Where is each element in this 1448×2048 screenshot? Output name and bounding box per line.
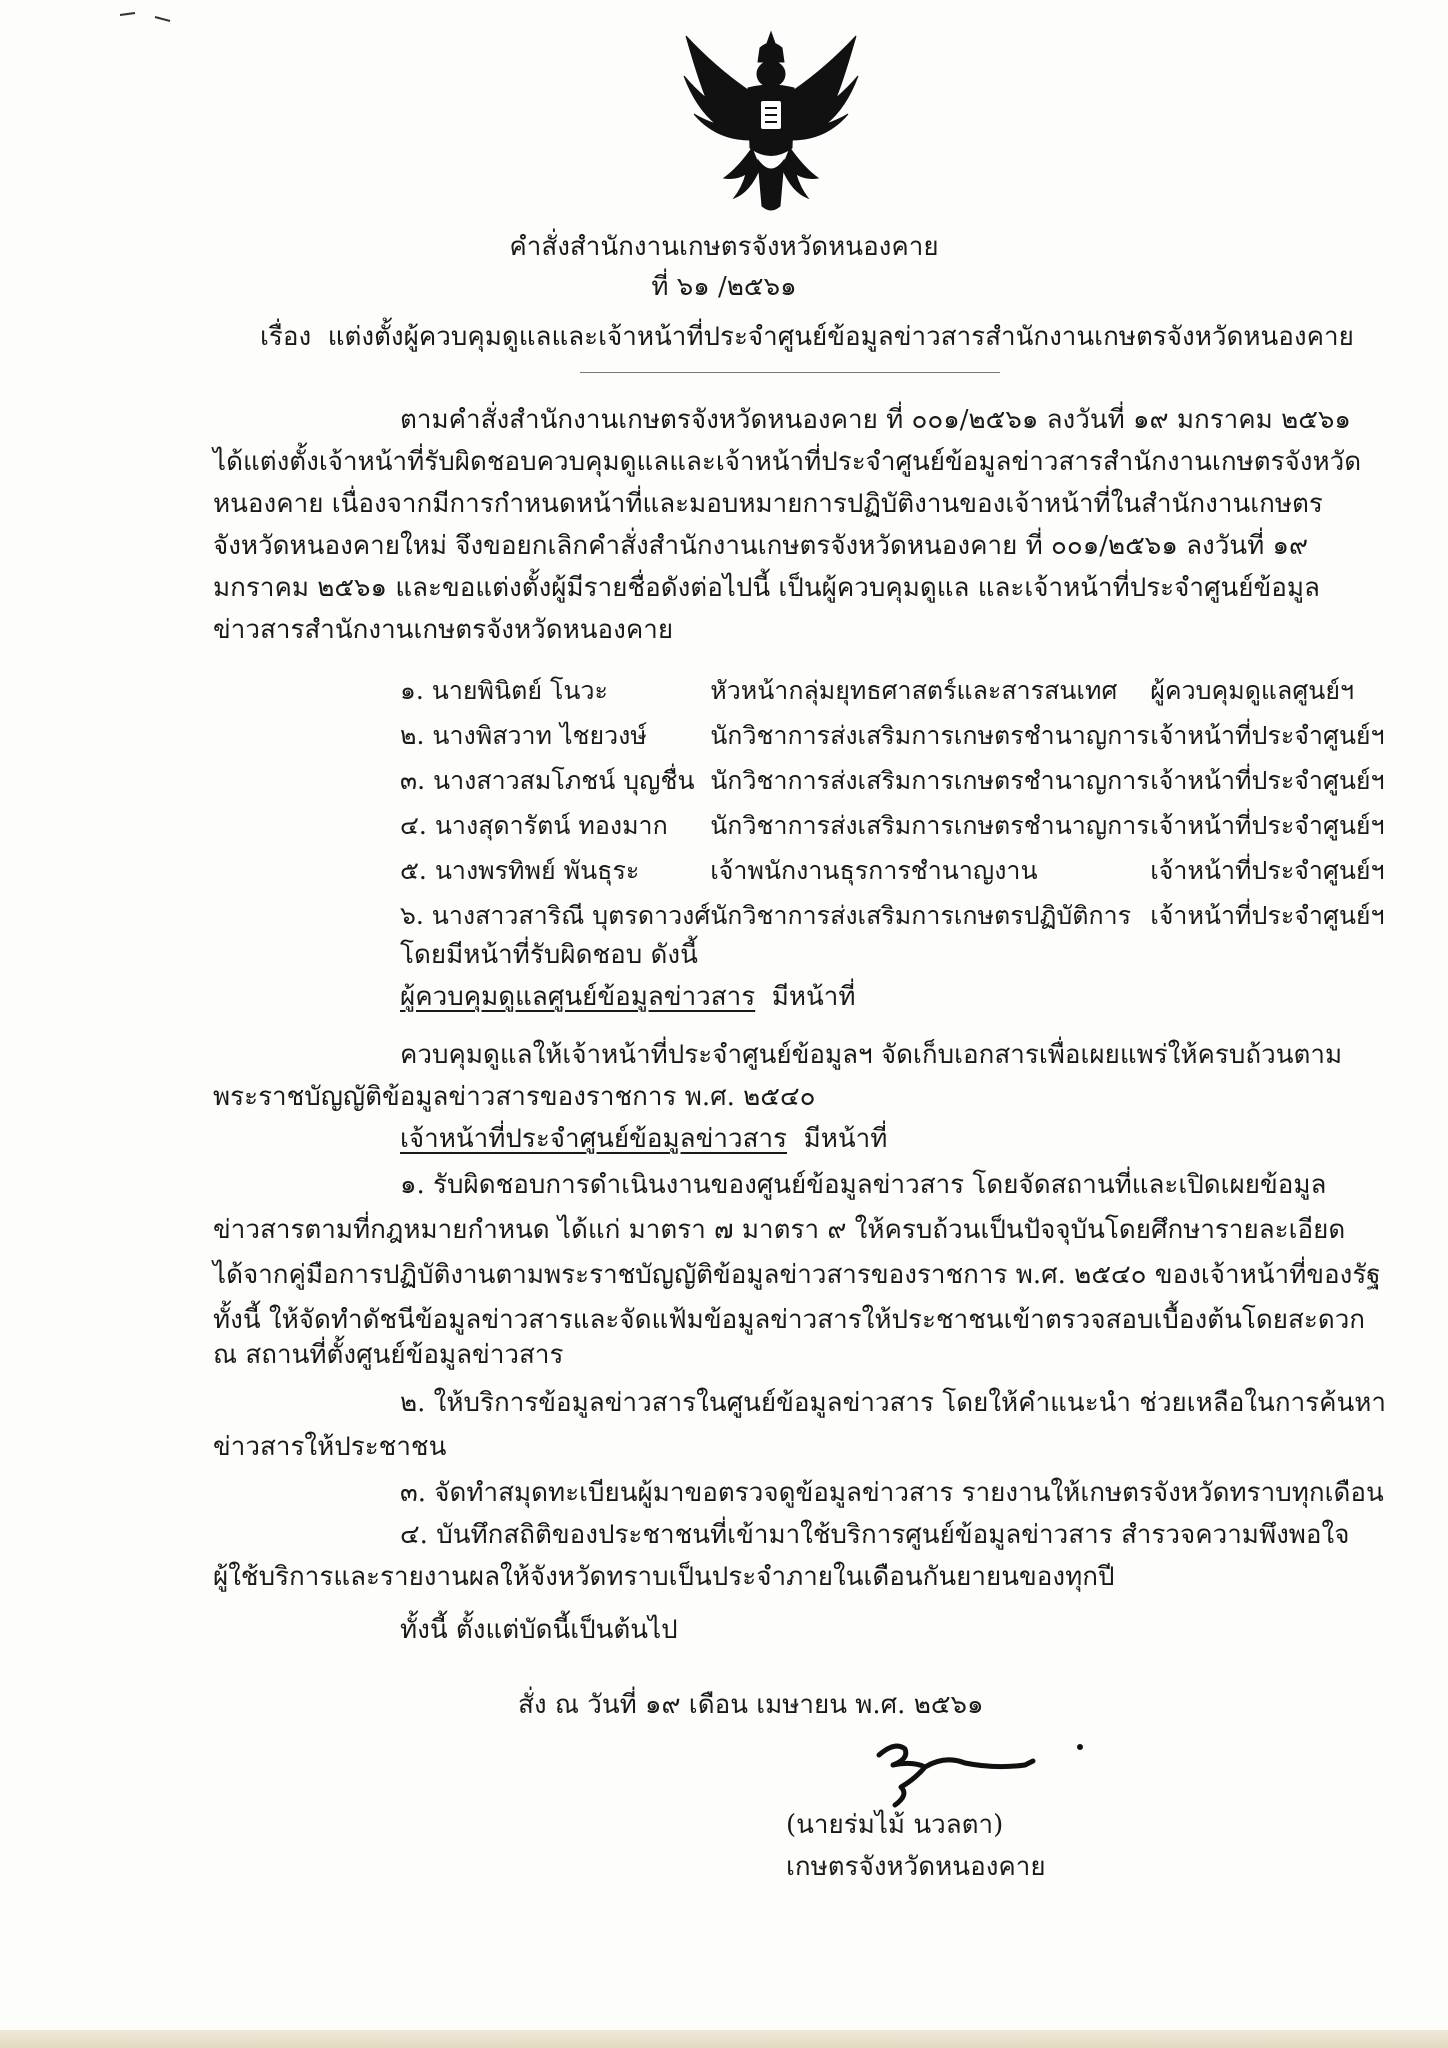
staff-name: ๑. นายพินิตย์ โนวะ: [400, 675, 608, 705]
duty-item-1-line-1: ๑. รับผิดชอบการดำเนินงานของศูนย์ข้อมูลข่าวสาร โดยจัดสถานที่และเปิดเผยข้อมูล: [400, 1170, 1327, 1200]
order-date: สั่ง ณ วันที่ ๑๙ เดือน เมษายน พ.ศ. ๒๕๖๑: [518, 1690, 984, 1720]
table-row: [400, 758, 1390, 803]
staff-suffix: มีหน้าที่: [803, 1124, 888, 1154]
staff-position: เจ้าพนักงานธุรการชำนาญงาน: [710, 855, 1038, 885]
intro-line-4: จังหวัดหนองคายใหม่ จึงขอยกเลิกคำสั่งสำนักงานเกษตรจังหวัดหนองคาย ที่ ๐๐๑/๒๕๖๑ ลงวันที่ ๑๙: [213, 531, 1309, 561]
signature-icon: [865, 1735, 1095, 1810]
subject-line: [260, 322, 1354, 352]
duties-intro: โดยมีหน้าที่รับผิดชอบ ดังนี้: [400, 940, 698, 970]
duty-item-1-line-2: ข่าวสารตามที่กฎหมายกำหนด ได้แก่ มาตรา ๗ มาตรา ๙ ให้ครบถ้วนเป็นปัจจุบันโดยศึกษารายละเอียด: [213, 1215, 1346, 1245]
staff-role: เจ้าหน้าที่ประจำศูนย์ฯ: [1150, 855, 1385, 885]
staff-role: เจ้าหน้าที่ประจำศูนย์ฯ: [1150, 765, 1385, 795]
staff-table: [400, 668, 1390, 938]
supervisor-duty-line-2: พระราชบัญญัติข้อมูลข่าวสารของราชการ พ.ศ. ๒๕๔๐: [213, 1082, 816, 1112]
supervisor-duty-line-1: ควบคุมดูแลให้เจ้าหน้าที่ประจำศูนย์ข้อมูลฯ จัดเก็บเอกสารเพื่อเผยแพร่ให้ครบถ้วนตาม: [400, 1040, 1343, 1070]
intro-line-2: ได้แต่งตั้งเจ้าหน้าที่รับผิดชอบควบคุมดูแลและเจ้าหน้าที่ประจำศูนย์ข้อมูลข่าวสารสำนักงานเกษตรจังหวัด: [213, 447, 1362, 477]
intro-line-1: ตามคำสั่งสำนักงานเกษตรจังหวัดหนองคาย ที่ ๐๐๑/๒๕๖๑ ลงวันที่ ๑๙ มกราคม ๒๕๖๑: [400, 405, 1351, 435]
staff-heading: เจ้าหน้าที่ประจำศูนย์ข้อมูลข่าวสาร: [400, 1124, 788, 1154]
signer-name: (นายร่มไม้ นวลตา): [786, 1810, 1004, 1840]
table-row: [400, 713, 1390, 758]
staff-heading-line: [400, 1124, 887, 1154]
staff-role: เจ้าหน้าที่ประจำศูนย์ฯ: [1150, 810, 1385, 840]
table-row: [400, 848, 1390, 893]
staff-position: หัวหน้ากลุ่มยุทธศาสตร์และสารสนเทศ: [710, 675, 1118, 705]
staff-position: นักวิชาการส่งเสริมการเกษตรชำนาญการ: [710, 765, 1150, 795]
intro-line-3: หนองคาย เนื่องจากมีการกำหนดหน้าที่และมอบหมายการปฏิบัติงานของเจ้าหน้าที่ในสำนักงานเกษตร: [213, 489, 1323, 519]
duty-item-3: ๓. จัดทำสมุดทะเบียนผู้มาขอตรวจดูข้อมูลข่าวสาร รายงานให้เกษตรจังหวัดทราบทุกเดือน: [400, 1478, 1384, 1508]
staff-name: ๕. นางพรทิพย์ พันธุระ: [400, 855, 640, 885]
garuda-emblem-icon: [676, 28, 866, 218]
duty-item-1-line-3: ได้จากคู่มือการปฏิบัติงานตามพระราชบัญญัติข้อมูลข่าวสารของราชการ พ.ศ. ๒๕๔๐ ของเจ้าหน้าที่ของรัฐ: [213, 1260, 1381, 1290]
staff-role: เจ้าหน้าที่ประจำศูนย์ฯ: [1150, 900, 1385, 930]
staff-position: นักวิชาการส่งเสริมการเกษตรชำนาญการ: [710, 720, 1150, 750]
header-divider: [580, 372, 1000, 373]
scan-bottom-edge: [0, 2030, 1448, 2048]
table-row: [400, 668, 1390, 713]
duty-item-2-line-2: ข่าวสารให้ประชาชน: [213, 1432, 447, 1462]
order-title: คำสั่งสำนักงานเกษตรจังหวัดหนองคาย: [509, 232, 939, 262]
staff-name: ๖. นางสาวสาริณี บุตรดาวงศ์: [400, 900, 711, 930]
intro-line-5: มกราคม ๒๕๖๑ และขอแต่งตั้งผู้มีรายชื่อดังต่อไปนี้ เป็นผู้ควบคุมดูแล และเจ้าหน้าที่ประจำศูนย์ข้อมูล: [213, 573, 1320, 603]
intro-line-6: ข่าวสารสำนักงานเกษตรจังหวัดหนองคาย: [213, 615, 674, 645]
subject-text: แต่งตั้งผู้ควบคุมดูแลและเจ้าหน้าที่ประจำศูนย์ข้อมูลข่าวสารสำนักงานเกษตรจังหวัดหนองคาย: [327, 322, 1354, 352]
duty-item-1-line-4: ทั้งนี้ ให้จัดทำดัชนีข้อมูลข่าวสารและจัดแฟ้มข้อมูลข่าวสารให้ประชาชนเข้าตรวจสอบเบื้องต้นโดยสะดวก: [213, 1305, 1366, 1335]
effective-statement: ทั้งนี้ ตั้งแต่บัดนี้เป็นต้นไป: [400, 1615, 678, 1645]
staff-role: เจ้าหน้าที่ประจำศูนย์ฯ: [1150, 720, 1385, 750]
staff-name: ๔. นางสุดารัตน์ ทองมาก: [400, 810, 668, 840]
duty-item-4-line-1: ๔. บันทึกสถิติของประชาชนที่เข้ามาใช้บริการศูนย์ข้อมูลข่าวสาร สำรวจความพึงพอใจ: [400, 1520, 1350, 1550]
supervisor-heading-line: [400, 982, 856, 1012]
staff-position: นักวิชาการส่งเสริมการเกษตรชำนาญการ: [710, 810, 1150, 840]
subject-label: เรื่อง: [260, 322, 312, 352]
supervisor-heading: ผู้ควบคุมดูแลศูนย์ข้อมูลข่าวสาร: [400, 982, 756, 1012]
scan-speck-icon: [115, 5, 185, 25]
duty-item-1-line-5: ณ สถานที่ตั้งศูนย์ข้อมูลข่าวสาร: [213, 1340, 564, 1370]
staff-position: นักวิชาการส่งเสริมการเกษตรปฏิบัติการ: [710, 900, 1132, 930]
table-row: [400, 893, 1390, 938]
duty-item-4-line-2: ผู้ใช้บริการและรายงานผลให้จังหวัดทราบเป็นประจำภายในเดือนกันยายนของทุกปี: [213, 1562, 1115, 1592]
supervisor-suffix: มีหน้าที่: [771, 982, 856, 1012]
staff-role: ผู้ควบคุมดูแลศูนย์ฯ: [1150, 675, 1355, 705]
duty-item-2-line-1: ๒. ให้บริการข้อมูลข่าวสารในศูนย์ข้อมูลข่าวสาร โดยให้คำแนะนำ ช่วยเหลือในการค้นหา: [400, 1388, 1387, 1418]
order-number: ที่ ๖๑ /๒๕๖๑: [651, 272, 797, 302]
staff-name: ๒. นางพิสวาท ไชยวงษ์: [400, 720, 647, 750]
table-row: [400, 803, 1390, 848]
signer-title: เกษตรจังหวัดหนองคาย: [786, 1852, 1046, 1882]
staff-name: ๓. นางสาวสมโภชน์ บุญชื่น: [400, 765, 695, 795]
